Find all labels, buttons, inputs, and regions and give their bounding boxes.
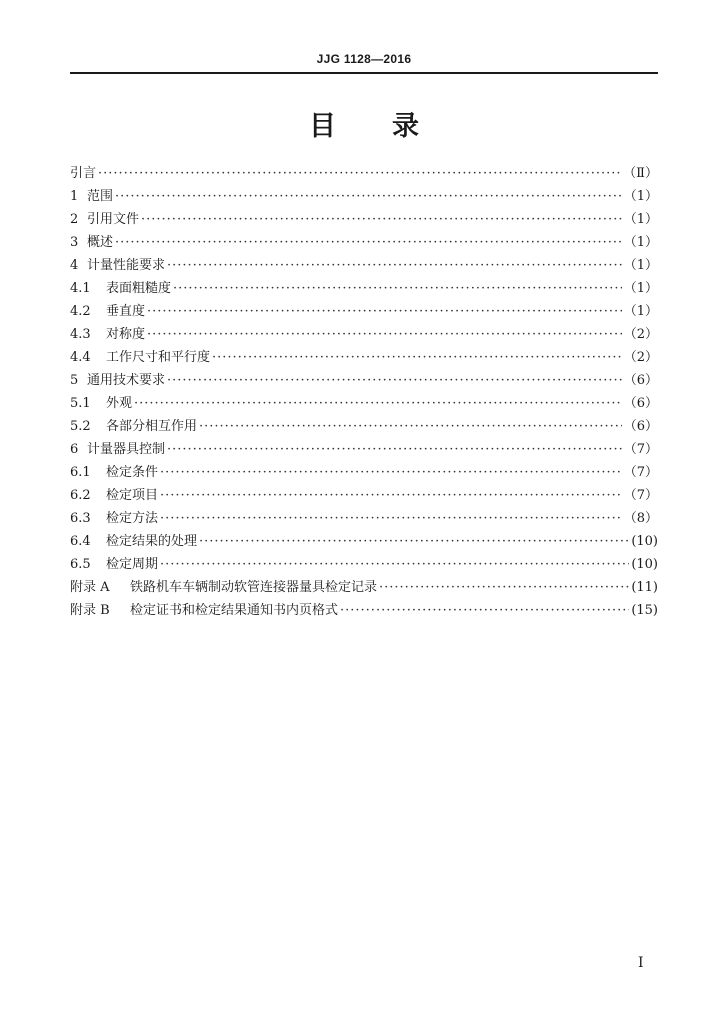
toc-entry[interactable]	[70, 254, 658, 277]
toc-entry[interactable]	[70, 599, 658, 622]
toc-entry[interactable]	[70, 507, 658, 530]
toc-entry-label: 垂直度	[106, 304, 146, 319]
toc-entry-label: 引言	[70, 166, 97, 181]
toc-entry-number: 4	[70, 258, 79, 273]
toc-leader-dots	[212, 350, 622, 365]
toc-entry-number: 6.2	[70, 488, 91, 503]
toc-entry-label: 范围	[87, 189, 114, 204]
toc-leader-dots	[199, 534, 629, 549]
toc-entry-page: （2）	[623, 327, 658, 342]
page-number: I	[638, 955, 644, 971]
toc-entry-number: 3	[70, 235, 79, 250]
toc-leader-dots	[115, 235, 622, 250]
toc-entry-page: （1）	[623, 258, 658, 273]
toc-title	[70, 104, 658, 143]
toc-entry[interactable]	[70, 346, 658, 369]
toc-entry-label: 检定结果的处理	[106, 534, 198, 549]
toc-leader-dots	[115, 189, 622, 204]
toc-leader-dots	[160, 465, 622, 480]
toc-entry[interactable]	[70, 530, 658, 553]
toc-entry-label: 表面粗糙度	[106, 281, 172, 296]
toc-entry-number: 4.2	[70, 304, 91, 319]
toc-entry[interactable]	[70, 231, 658, 254]
toc-entry-page: （2）	[623, 350, 658, 365]
toc-entry-number: 附录 B	[70, 603, 110, 618]
toc-entry-number: 5.2	[70, 419, 91, 434]
toc-entry-page: （6）	[623, 419, 658, 434]
toc-entry-number: 5.1	[70, 396, 91, 411]
toc-entry-number: 附录 A	[70, 580, 110, 595]
toc-entry-page: （1）	[623, 189, 658, 204]
toc-entry-label: 检定证书和检定结果通知书内页格式	[130, 603, 339, 618]
toc-entry-page: （7）	[623, 442, 658, 457]
toc-entry-label: 检定方法	[106, 511, 159, 526]
toc-leader-dots	[199, 419, 622, 434]
toc-entry-page: （1）	[623, 235, 658, 250]
toc-entry[interactable]	[70, 415, 658, 438]
toc-leader-dots	[167, 258, 622, 273]
toc-entry-label: 检定条件	[106, 465, 159, 480]
toc-leader-dots	[173, 281, 622, 296]
toc-entry-label: 计量性能要求	[87, 258, 166, 273]
toc-entry-label: 检定周期	[106, 557, 159, 572]
toc-entry-number: 4.3	[70, 327, 91, 342]
toc-entry[interactable]	[70, 576, 658, 599]
toc-entry[interactable]	[70, 300, 658, 323]
toc-entry-label: 铁路机车车辆制动软管连接器量具检定记录	[130, 580, 378, 595]
header-rule	[70, 72, 658, 74]
toc-entry-label: 各部分相互作用	[106, 419, 198, 434]
toc-entry[interactable]	[70, 208, 658, 231]
toc-entry[interactable]	[70, 438, 658, 461]
toc-leader-dots	[147, 304, 622, 319]
toc-entry-page: （1）	[623, 212, 658, 227]
toc-entry-number: 6.4	[70, 534, 91, 549]
document-code-header: JJG 1128—2016	[316, 52, 412, 66]
toc-entry-page: （7）	[623, 465, 658, 480]
toc-entry-label: 概述	[87, 235, 114, 250]
toc-leader-dots	[379, 580, 629, 595]
toc-entry-number: 6.1	[70, 465, 91, 480]
toc-entry-label: 通用技术要求	[87, 373, 166, 388]
toc-entry-number: 5	[70, 373, 79, 388]
toc-entry-page: (10)	[631, 534, 658, 549]
toc-leader-dots	[141, 212, 622, 227]
toc-leader-dots	[167, 442, 622, 457]
toc-entry-number: 6.3	[70, 511, 91, 526]
toc-entry-page: （8）	[623, 511, 658, 526]
toc-entry-label: 检定项目	[106, 488, 159, 503]
toc-entry[interactable]	[70, 553, 658, 576]
toc-entry[interactable]	[70, 369, 658, 392]
toc-entry[interactable]	[70, 277, 658, 300]
toc-leader-dots	[340, 603, 629, 618]
toc-entry-page: （1）	[623, 281, 658, 296]
toc-entry-page: （7）	[623, 488, 658, 503]
toc-leader-dots	[160, 488, 622, 503]
toc-title-char-1: 目	[309, 111, 336, 142]
toc-entry-number: 4.4	[70, 350, 91, 365]
toc-entry-page: （Ⅱ）	[623, 166, 658, 181]
toc-entry-page: （1）	[623, 304, 658, 319]
toc-entry-page: （6）	[623, 373, 658, 388]
toc-entry-label: 外观	[106, 396, 133, 411]
toc-leader-dots	[134, 396, 622, 411]
toc-entry[interactable]	[70, 392, 658, 415]
toc-entry[interactable]	[70, 185, 658, 208]
toc-entry-label: 计量器具控制	[87, 442, 166, 457]
toc-leader-dots	[160, 511, 622, 526]
toc-entry-number: 6	[70, 442, 79, 457]
toc-leader-dots	[167, 373, 622, 388]
toc-leader-dots	[160, 557, 629, 572]
toc-entry-label: 对称度	[106, 327, 146, 342]
toc-entry[interactable]	[70, 162, 658, 185]
toc-entry-number: 4.1	[70, 281, 91, 296]
toc-leader-dots	[98, 166, 621, 181]
toc-entry[interactable]	[70, 484, 658, 507]
toc-entry-number: 2	[70, 212, 79, 227]
toc-entry-number: 6.5	[70, 557, 91, 572]
toc-entry-page: (15)	[631, 603, 658, 618]
table-of-contents	[70, 162, 658, 622]
toc-entry-page: (11)	[631, 580, 658, 595]
toc-entry-page: （6）	[623, 396, 658, 411]
toc-entry-label: 工作尺寸和平行度	[106, 350, 211, 365]
toc-entry-page: (10)	[631, 557, 658, 572]
toc-entry[interactable]	[70, 461, 658, 484]
toc-entry-number: 1	[70, 189, 79, 204]
toc-title-char-2: 录	[392, 111, 419, 142]
toc-leader-dots	[147, 327, 622, 342]
toc-entry[interactable]	[70, 323, 658, 346]
toc-entry-label: 引用文件	[87, 212, 140, 227]
